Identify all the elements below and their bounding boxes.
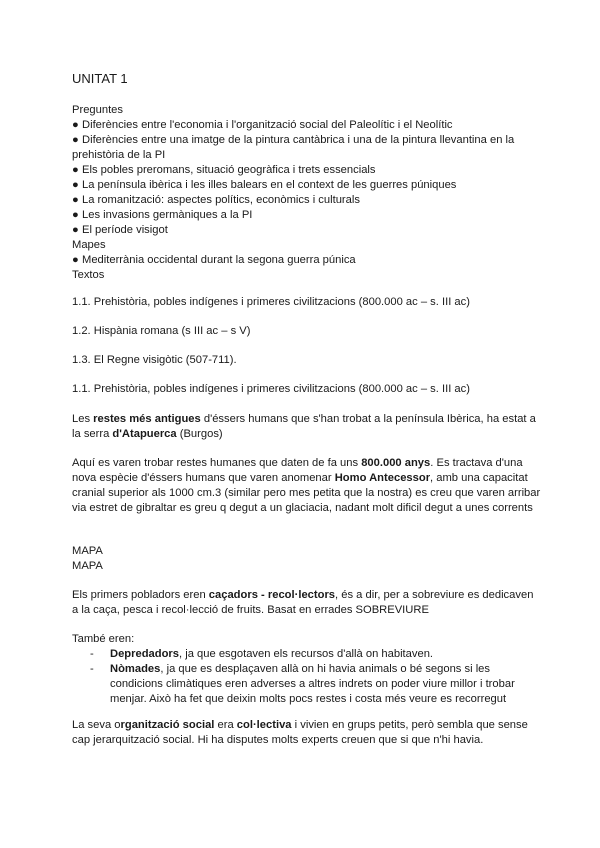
bullet-icon: ● (72, 134, 79, 146)
bullet-icon: ● (72, 179, 79, 191)
traits-list (72, 647, 542, 707)
list-item: - Depredadors, ja que esgotaven els recursos d'allà on habitaven. (90, 648, 434, 660)
bullet-icon: ● (72, 209, 79, 221)
question-item: ● Les invasions germàniques a la PI (72, 209, 253, 221)
section-heading-1-2: 1.2. Hispània romana (s III ac – s V) (72, 325, 251, 337)
question-item: ● Diferències entre una imatge de la pintura cantàbrica i una de la pintura llevantina en la prehistòria de la PI (72, 134, 515, 161)
question-item: ● Els pobles preromans, situació geogràfica i trets essencials (72, 164, 376, 176)
section-heading-1-1: 1.1. Prehistòria, pobles indígenes i primeres civilitzacions (800.000 ac – s. III ac) (72, 296, 470, 308)
section-heading-1-3: 1.3. El Regne visigòtic (507-711). (72, 354, 237, 366)
map-item: ● Mediterrània occidental durant la segona guerra púnica (72, 254, 356, 266)
question-item: ● Diferències entre l'economia i l'organització social del Paleolític i el Neolític (72, 119, 453, 131)
questions-block (72, 103, 542, 283)
bullet-icon: ● (72, 224, 79, 236)
paragraph-atapuerca: Les restes més antigues d'éssers humans que s'han trobat a la península Ibèrica, ha estat a la serra d'Atapuerca (Burgos) (72, 413, 536, 440)
question-item: ● La romanització: aspectes polítics, econòmics i culturals (72, 194, 360, 206)
question-item: ● La península ibèrica i les illes balears en el context de les guerres púniques (72, 179, 457, 191)
dash-marker: - (90, 663, 94, 675)
section-heading-1-1-repeat: 1.1. Prehistòria, pobles indígenes i primeres civilitzacions (800.000 ac – s. III ac) (72, 383, 470, 395)
bullet-icon: ● (72, 254, 79, 266)
paragraph-social-organization: La seva organització social era col·lectiva i vivien en grups petits, però sembla que sense cap jerarquització social. Hi ha disputes molts experts creuen que si que n'hi havia. (72, 719, 528, 746)
questions-heading: Preguntes (72, 104, 123, 116)
question-item: ● El període visigot (72, 224, 168, 236)
texts-heading: Textos (72, 269, 105, 281)
paragraph-hunters: Els primers pobladors eren caçadors - recol·lectors, és a dir, per a sobreviure es dedicaven a la caça, pesca i recol·lecció de fruits. Basat en errades SOBREVIURE (72, 589, 534, 616)
map-placeholder: MAPA (72, 560, 103, 572)
list-item: - Nòmades, ja que es desplaçaven allà on hi havia animals o bé segons si les condicions climàtiques eren adverses a altres indrets on poder viure millor i trobar menjar. Això ha fet que deixin molts pocs restes i costa més veure es recorregut (90, 663, 515, 705)
dash-marker: - (90, 648, 94, 660)
bullet-icon: ● (72, 119, 79, 131)
unit-title: UNITAT 1 (72, 71, 128, 86)
bullet-icon: ● (72, 194, 79, 206)
bullet-icon: ● (72, 164, 79, 176)
also-were-label: També eren: (72, 633, 135, 645)
map-placeholder: MAPA (72, 545, 103, 557)
paragraph-homo-antecessor: Aquí es varen trobar restes humanes que daten de fa uns 800.000 anys. Es tractava d'una nova espècie d'éssers humans que varen anomenar Homo Antecessor, amb una capacitat cranial superior als 1000 cm.3 (similar pero mes petita que la nostra) es creu que varen arribar via estret de gibraltar es greu q degut a un glaciacia, nadant molt dificil degut a unes corrents (72, 457, 541, 514)
maps-heading: Mapes (72, 239, 106, 251)
